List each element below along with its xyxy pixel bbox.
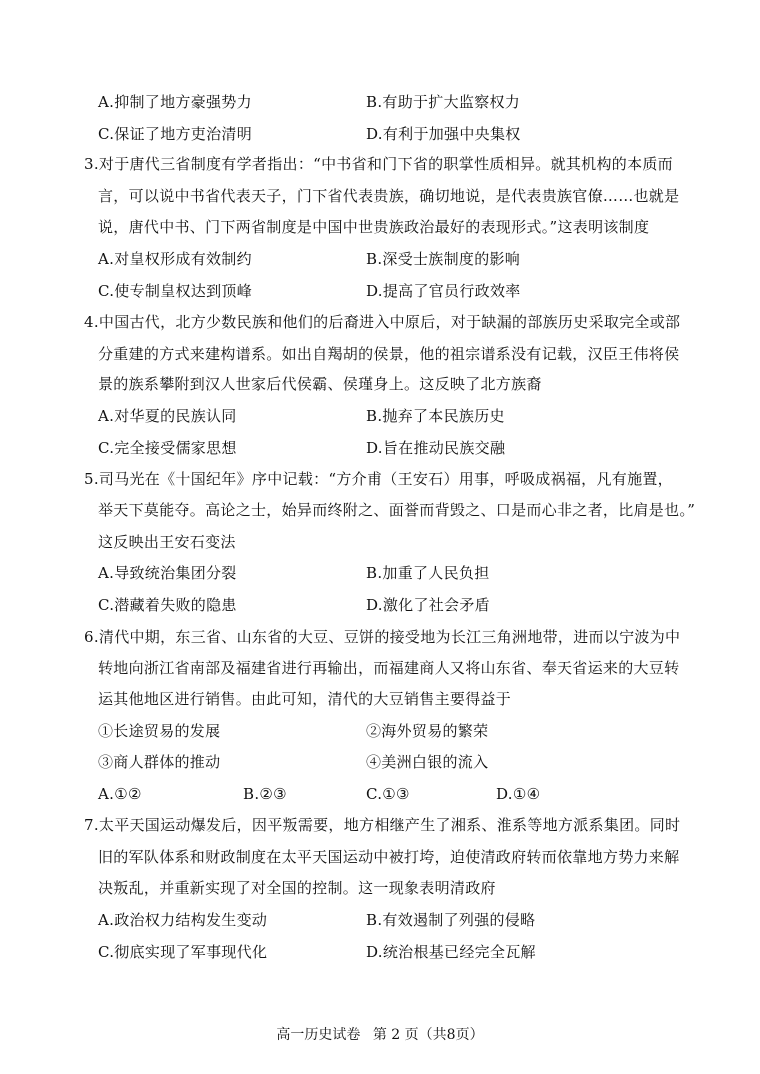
q7-option-a: A.政治权力结构发生变动 [98,911,268,929]
q2-option-d: D.有利于加强中央集权 [366,125,521,143]
q6-item-2: ②海外贸易的繁荣 [366,722,489,740]
q5-stem-line-3: 这反映出王安石变法 [98,533,236,551]
q5-stem-line-1: 5.司马光在《十国纪年》序中记载：“方介甫（王安石）用事，呼吸成祸福，凡有施置， [84,470,673,488]
q7-option-b: B.有效遏制了列强的侵略 [366,911,536,929]
q6-item-3: ③商人群体的推动 [98,753,221,771]
q2-option-a: A.抑制了地方豪强势力 [98,93,252,111]
q6-option-c: C.①③ [366,785,410,803]
q4-stem-line-2: 分重建的方式来建构谱系。如出自羯胡的侯景，他的祖宗谱系没有记载，汉臣王伟将侯 [98,345,680,363]
q6-stem-line-2: 转地向浙江省南部及福建省进行再输出，而福建商人又将山东省、奉天省运来的大豆转 [98,659,680,677]
q3-stem-line-3: 说，唐代中书、门下两省制度是中国中世贵族政治最好的表现形式。”这表明该制度 [98,218,650,236]
q6-option-d: D.①④ [496,785,541,803]
q4-stem-line-3: 景的族系攀附到汉人世家后代侯霸、侯瑾身上。这反映了北方族裔 [98,375,542,393]
q4-option-a: A.对华夏的民族认同 [98,407,237,425]
q6-item-1: ①长途贸易的发展 [98,722,221,740]
q7-option-c: C.彻底实现了军事现代化 [98,943,268,961]
q7-stem-line-1: 7.太平天国运动爆发后，因平叛需要，地方相继产生了湘系、淮系等地方派系集团。同时 [84,816,681,834]
q4-option-c: C.完全接受儒家思想 [98,439,237,457]
q5-option-b: B.加重了人民负担 [366,564,490,582]
q5-option-c: C.潜藏着失败的隐患 [98,596,237,614]
q3-stem-line-1: 3.对于唐代三省制度有学者指出：“中书省和门下省的职掌性质相异。就其机构的本质而 [84,155,673,173]
q2-option-b: B.有助于扩大监察权力 [366,93,521,111]
q5-stem-line-2: 举天下莫能夺。高论之士，始异而终附之、面誉而背毁之、口是而心非之者，比肩是也。” [98,501,696,519]
q3-option-d: D.提高了官员行政效率 [366,282,521,300]
q4-stem-line-1: 4.中国古代，北方少数民族和他们的后裔进入中原后，对于缺漏的部族历史采取完全或部 [84,313,681,331]
q3-option-c: C.使专制皇权达到顶峰 [98,282,253,300]
q4-option-b: B.抛弃了本民族历史 [366,407,505,425]
q6-stem-line-1: 6.清代中期，东三省、山东省的大豆、豆饼的接受地为长江三角洲地带，进而以宁波为中 [84,628,681,646]
q2-option-c: C.保证了地方吏治清明 [98,125,253,143]
q7-stem-line-3: 决叛乱，并重新实现了对全国的控制。这一现象表明清政府 [98,879,496,897]
q6-option-b: B.②③ [243,785,287,803]
page-footer [0,1026,760,1044]
q5-option-d: D.激化了社会矛盾 [366,596,490,614]
q6-item-4: ④美洲白银的流入 [366,753,489,771]
q4-option-d: D.旨在推动民族交融 [366,439,506,457]
q6-stem-line-3: 运其他地区进行销售。由此可知，清代的大豆销售主要得益于 [98,690,512,708]
q3-option-a: A.对皇权形成有效制约 [98,250,252,268]
q7-option-d: D.统治根基已经完全瓦解 [366,943,536,961]
q3-option-b: B.深受士族制度的影响 [366,250,521,268]
q7-stem-line-2: 旧的军队体系和财政制度在太平天国运动中被打垮，迫使清政府转而依靠地方势力来解 [98,848,680,866]
footer-page-number: 第 2 页（共8页） [372,1027,484,1043]
q5-option-a: A.导致统治集团分裂 [98,564,237,582]
q6-option-a: A.①② [98,785,142,803]
footer-exam-title: 高一历史试卷 [276,1027,361,1043]
q3-stem-line-2: 言，可以说中书省代表天子，门下省代表贵族，确切地说，是代表贵族官僚……也就是 [98,187,680,205]
